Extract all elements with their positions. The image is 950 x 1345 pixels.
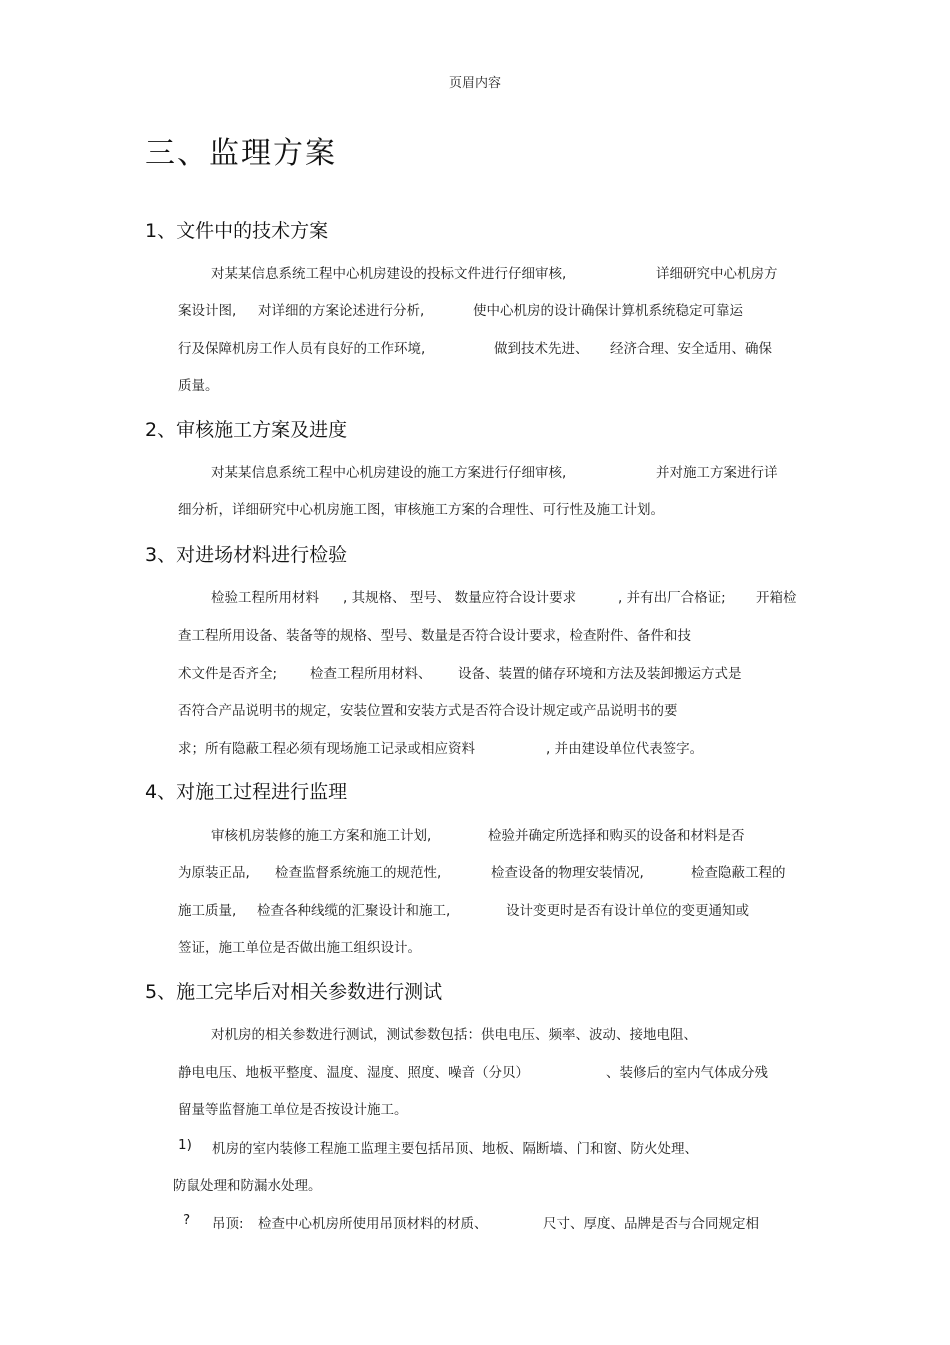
list-item-line [212,1137,698,1157]
list-marker: 1) [178,1137,192,1153]
text-segment: 开箱检 [756,590,797,606]
text-segment: 质量。 [178,378,219,394]
text-segment: 行及保障机房工作人员有良好的工作环境, [178,341,426,357]
text-segment: 术文件是否齐全; [178,666,278,682]
text-segment: 检查设备的物理安装情况, [491,865,644,881]
text-segment: 求；所有隐蔽工程必须有现场施工记录或相应资料 [178,741,475,757]
text-segment: , 并有出厂合格证; [618,590,726,606]
text-segment: , 并由建设单位代表签字。 [546,741,704,757]
text-segment: , 其规格、 型号、 数量应符合设计要求 [343,590,577,606]
text-segment: 详细研究中心机房方 [656,266,778,282]
page-header: 页眉内容 [448,76,501,91]
list-marker: ? [183,1212,191,1228]
text-segment: 经济合理、安全适用、确保 [610,341,772,357]
text-segment: 尺寸、厚度、品牌是否与合同规定相 [543,1216,759,1232]
text-segment: 吊顶: [212,1216,244,1232]
text-segment: 检查各种线缆的汇聚设计和施工, [257,903,451,919]
section-title: 3、对进场材料进行检验 [145,544,348,566]
text-segment: 机房的室内装修工程施工监理主要包括吊顶、地板、隔断墙、门和窗、防火处理、 [212,1141,698,1157]
text-segment: 查工程所用设备、装备等的规格、型号、数量是否符合设计要求，检查附件、备件和技 [178,628,691,644]
text-segment: 对某某信息系统工程中心机房建设的投标文件进行仔细审核, [211,266,567,282]
text-segment: 检查监督系统施工的规范性, [275,865,442,881]
text-segment: 检验并确定所选择和购买的设备和材料是否 [488,828,745,844]
text-segment: 对某某信息系统工程中心机房建设的施工方案进行仔细审核, [211,465,567,481]
text-segment: 审核机房装修的施工方案和施工计划, [211,828,432,844]
text-segment: 为原装正品, [178,865,250,881]
text-segment: 防鼠处理和防漏水处理。 [173,1178,322,1194]
text-segment: 检查工程所用材料、 [310,666,432,682]
text-segment: 检查中心机房所使用吊顶材料的材质、 [258,1216,488,1232]
text-segment: 施工质量, [178,903,237,919]
text-segment: 细分析，详细研究中心机房施工图，审核施工方案的合理性、可行性及施工计划。 [178,502,664,518]
section-title: 5、施工完毕后对相关参数进行测试 [145,981,443,1003]
text-segment: 设计变更时是否有设计单位的变更通知或 [506,903,749,919]
text-segment: 设备、装置的储存环境和方法及装卸搬运方式是 [458,666,742,682]
text-segment: 做到技术先进、 [494,341,589,357]
section-title: 4、对施工过程进行监理 [145,781,348,803]
text-segment: 检查隐蔽工程的 [691,865,786,881]
text-segment: 并对施工方案进行详 [656,465,778,481]
chapter-title: 三、监理方案 [145,136,337,171]
text-segment: 检验工程所用材料 [211,590,319,606]
section-title: 1、文件中的技术方案 [145,220,329,242]
text-segment: 静电电压、地板平整度、温度、湿度、照度、噪音（分贝） [178,1065,529,1081]
text-segment: 案设计图, [178,303,237,319]
text-segment: 对机房的相关参数进行测试，测试参数包括：供电电压、频率、波动、接地电阻、 [211,1027,697,1043]
list-item-line [173,1174,322,1194]
list-item-line [212,1212,812,1232]
text-segment: 使中心机房的设计确保计算机系统稳定可靠运 [473,303,743,319]
text-segment: 否符合产品说明书的规定，安装位置和安装方式是否符合设计规定或产品说明书的要 [178,703,678,719]
section-title: 2、审核施工方案及进度 [145,419,348,441]
text-segment: 对详细的方案论述进行分析, [258,303,425,319]
text-segment: 留量等监督施工单位是否按设计施工。 [178,1102,408,1118]
text-segment: 签证，施工单位是否做出施工组织设计。 [178,940,421,956]
text-segment: 、装修后的室内气体成分残 [606,1065,768,1081]
